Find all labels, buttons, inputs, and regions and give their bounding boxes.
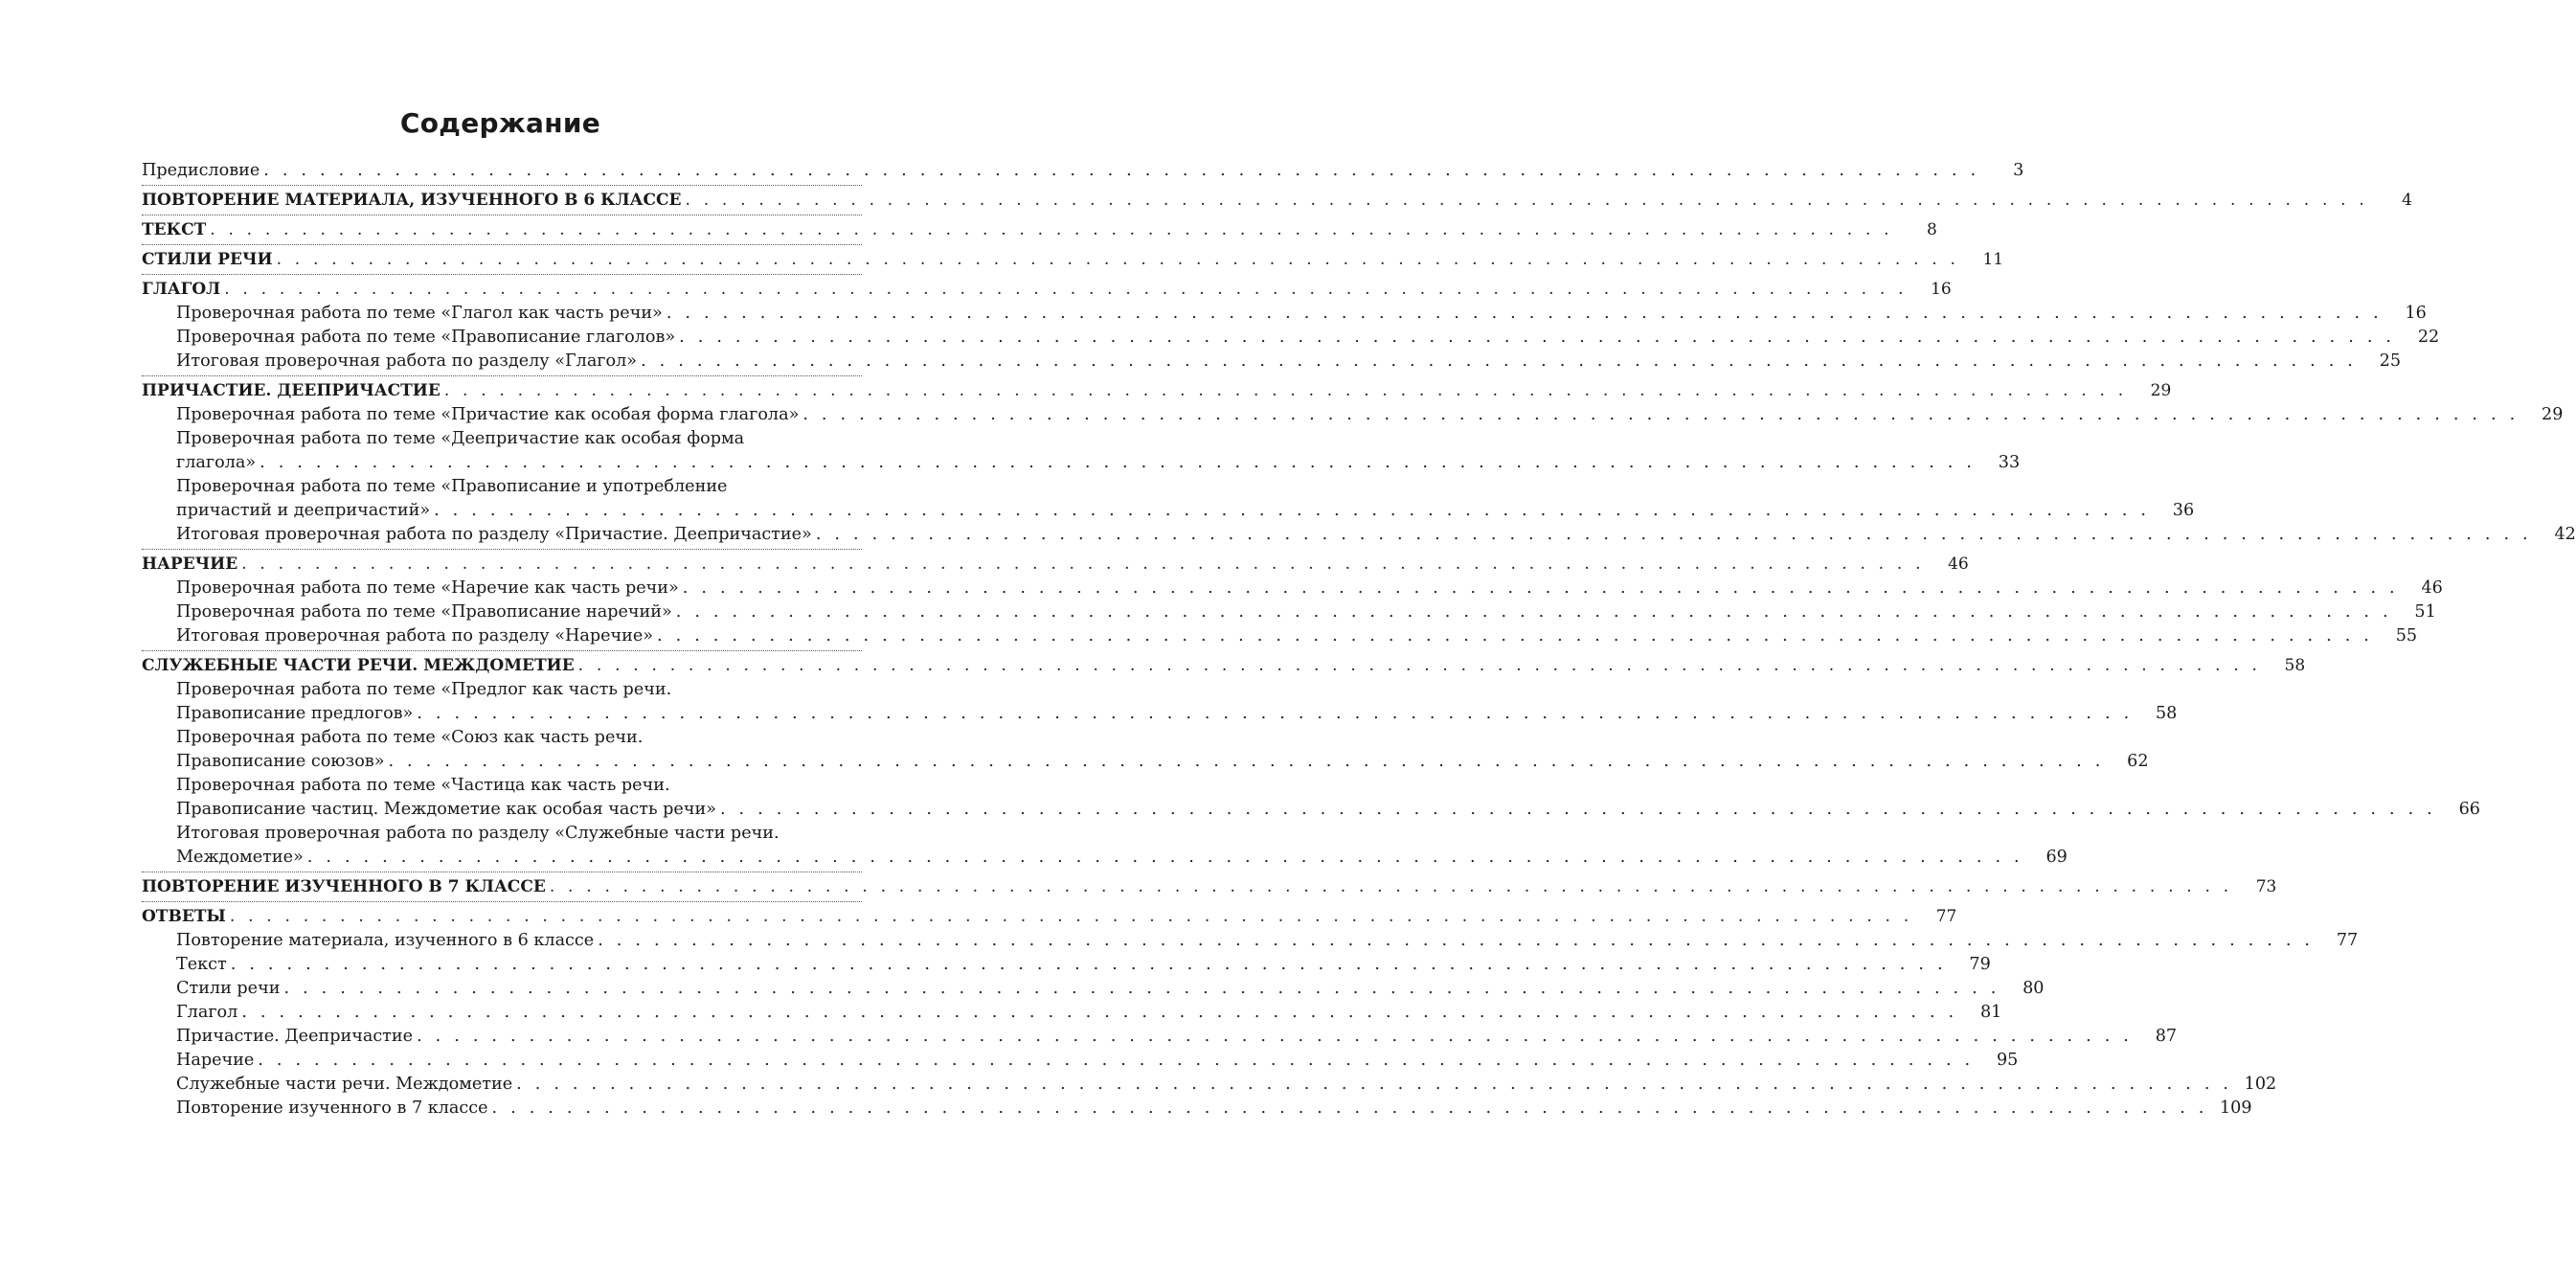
toc-entry[interactable] — [142, 953, 1991, 977]
toc-section[interactable] — [142, 218, 1937, 242]
toc-page-number: 33 — [1998, 453, 2021, 472]
toc-entry-title: Наречие — [176, 1051, 255, 1070]
table-of-contents — [142, 159, 2576, 1121]
toc-entry-title: ОТВЕТЫ — [142, 907, 226, 926]
toc-entry-title: Итоговая проверочная работа по разделу «Глагол» — [176, 351, 638, 371]
dot-leader: . . . . . . . . . . . . . . . . . . . . . . . . . . . . . . . . . . . . . . . . . . . . . . . . . . . . . . . . . . . . . . . . . . . . . . . . . . . . . . . . . . . . . . . . . . . . — [230, 955, 1947, 974]
toc-entry[interactable] — [142, 678, 2178, 726]
dot-leader: . . . . . . . . . . . . . . . . . . . . . . . . . . . . . . . . . . . . . . . . . . . . . . . . . . . . . . . . . . . . . . . . . . . . . . . . . . . . . . . . . . . . . . . . . . . . — [210, 220, 1893, 239]
toc-entry-title: ПОВТОРЕНИЕ ИЗУЧЕННОГО В 7 КЛАССЕ — [142, 877, 546, 896]
section-separator — [142, 274, 862, 275]
dot-leader: . . . . . . . . . . . . . . . . . . . . . . . . . . . . . . . . . . . . . . . . . . . . . . . . . . . . . . . . . . . . . . . . . . . . . . . . . . . . . . . . . . . . . . . . . . . . — [682, 578, 2399, 598]
toc-section[interactable] — [142, 379, 2172, 403]
toc-page-number: 62 — [2127, 752, 2149, 771]
toc-entry[interactable] — [142, 350, 2402, 374]
toc-page-number: 4 — [2402, 191, 2412, 210]
toc-entry-title: Правописание частиц. Междометие как особая часть речи» — [176, 800, 716, 819]
toc-entry[interactable] — [142, 977, 2045, 1001]
dot-leader: . . . . . . . . . . . . . . . . . . . . . . . . . . . . . . . . . . . . . . . . . . . . . . . . . . . . . . . . . . . . . . . . . . . . . . . . . . . . . . . . . . . . . . . . . . . . — [516, 1075, 2233, 1094]
toc-entry[interactable] — [142, 1073, 2277, 1097]
toc-entry-title: Проверочная работа по теме «Наречие как часть речи» — [176, 578, 679, 598]
toc-entry-title: Текст — [176, 955, 227, 974]
toc-entry[interactable] — [142, 326, 2440, 350]
dot-leader: . . . . . . . . . . . . . . . . . . . . . . . . . . . . . . . . . . . . . . . . . . . . . . . . . . . . . . . . . . . . . . . . . . . . . . . . . . . . . . . . . . . . . . . . . . . . — [229, 907, 1913, 926]
toc-section[interactable] — [142, 248, 2004, 272]
section-separator — [142, 185, 862, 186]
dot-leader: . . . . . . . . . . . . . . . . . . . . . . . . . . . . . . . . . . . . . . . . . . . . . . . . . . . . . . . . . . . . . . . . . . . . . . . . . . . . . . . . . . . . . . . . . . . . — [719, 800, 2436, 819]
toc-page-number: 55 — [2395, 626, 2418, 645]
toc-entry-title-first-line: Проверочная работа по теме «Частица как часть речи. — [176, 776, 670, 795]
toc-entry[interactable] — [142, 302, 2427, 326]
toc-entry-title: Повторение изученного в 7 классе — [176, 1098, 488, 1118]
section-separator — [142, 901, 862, 902]
page-title: Содержание — [399, 107, 601, 139]
toc-entry[interactable] — [142, 403, 2564, 427]
section-separator — [142, 549, 862, 550]
toc-page-number: 46 — [1948, 555, 1969, 574]
dot-leader: . . . . . . . . . . . . . . . . . . . . . . . . . . . . . . . . . . . . . . . . . . . . . . . . . . . . . . . . . . . . . . . . . . . . . . . . . . . . . . . . . . . . . . . . . . . . — [491, 1098, 2208, 1118]
dot-leader: . . . . . . . . . . . . . . . . . . . . . . . . . . . . . . . . . . . . . . . . . . . . . . . . . . . . . . . . . . . . . . . . . . . . . . . . . . . . . . . . . . . . . . . . . . . . — [443, 381, 2128, 400]
toc-page-number: 51 — [2414, 602, 2436, 622]
toc-page-number: 42 — [2554, 525, 2576, 544]
toc-entry-title-first-line: Проверочная работа по теме «Предлог как часть речи. — [176, 680, 672, 699]
section-separator — [142, 650, 862, 651]
toc-entry-title: Глагол — [176, 1003, 238, 1022]
toc-page-number: 73 — [2255, 877, 2277, 896]
toc-entry-title: СТИЛИ РЕЧИ — [142, 250, 273, 269]
toc-entry-title: ГЛАГОЛ — [142, 280, 221, 299]
dot-leader: . . . . . . . . . . . . . . . . . . . . . . . . . . . . . . . . . . . . . . . . . . . . . . . . . . . . . . . . . . . . . . . . . . . . . . . . . . . . . . . . . . . . . . . . . . . . — [641, 351, 2358, 371]
dot-leader: . . . . . . . . . . . . . . . . . . . . . . . . . . . . . . . . . . . . . . . . . . . . . . . . . . . . . . . . . . . . . . . . . . . . . . . . . . . . . . . . . . . . . . . . . . . . — [577, 656, 2262, 675]
toc-page-number: 102 — [2244, 1075, 2277, 1094]
toc-page-number: 25 — [2379, 351, 2402, 371]
dot-leader: . . . . . . . . . . . . . . . . . . . . . . . . . . . . . . . . . . . . . . . . . . . . . . . . . . . . . . . . . . . . . . . . . . . . . . . . . . . . . . . . . . . . . . . . . . . . — [675, 602, 2392, 622]
toc-entry-title: Проверочная работа по теме «Причастие как особая форма глагола» — [176, 405, 800, 424]
toc-entry[interactable] — [142, 577, 2443, 600]
toc-entry[interactable] — [142, 774, 2480, 822]
toc-page-number: 80 — [2022, 979, 2045, 998]
toc-entry[interactable] — [142, 159, 2024, 183]
section-separator — [142, 244, 862, 245]
dot-leader: . . . . . . . . . . . . . . . . . . . . . . . . . . . . . . . . . . . . . . . . . . . . . . . . . . . . . . . . . . . . . . . . . . . . . . . . . . . . . . . . . . . . . . . . . . . . — [260, 453, 1977, 472]
toc-page-number: 66 — [2458, 800, 2480, 819]
toc-entry-title: Междометие» — [176, 848, 304, 867]
toc-entry-title-first-line: Проверочная работа по теме «Союз как часть речи. — [176, 728, 644, 747]
toc-entry[interactable] — [142, 726, 2149, 774]
toc-entry[interactable] — [142, 523, 2576, 547]
toc-entry-title: ПРИЧАСТИЕ. ДЕЕПРИЧАСТИЕ — [142, 381, 441, 400]
toc-entry-title: Стили речи — [176, 979, 281, 998]
toc-entry-title: Причастие. Деепричастие — [176, 1027, 414, 1046]
toc-entry-title: Служебные части речи. Междометие — [176, 1075, 513, 1094]
toc-entry-title: Проверочная работа по теме «Правописание глаголов» — [176, 328, 676, 347]
toc-entry-title: ТЕКСТ — [142, 220, 207, 239]
toc-page-number: 95 — [1996, 1051, 2019, 1070]
toc-entry-title-first-line: Проверочная работа по теме «Правописание и употребление — [176, 477, 728, 496]
toc-entry-title: Проверочная работа по теме «Правописание наречий» — [176, 602, 672, 622]
toc-page-number: 29 — [2542, 405, 2564, 424]
section-separator — [142, 375, 862, 376]
dot-leader: . . . . . . . . . . . . . . . . . . . . . . . . . . . . . . . . . . . . . . . . . . . . . . . . . . . . . . . . . . . . . . . . . . . . . . . . . . . . . . . . . . . . . . . . . . . . — [417, 1027, 2134, 1046]
dot-leader: . . . . . . . . . . . . . . . . . . . . . . . . . . . . . . . . . . . . . . . . . . . . . . . . . . . . . . . . . . . . . . . . . . . . . . . . . . . . . . . . . . . . . . . . . . . . — [685, 191, 2368, 210]
toc-section[interactable] — [142, 654, 2306, 678]
dot-leader: . . . . . . . . . . . . . . . . . . . . . . . . . . . . . . . . . . . . . . . . . . . . . . . . . . . . . . . . . . . . . . . . . . . . . . . . . . . . . . . . . . . . . . . . . . . . — [417, 704, 2134, 723]
dot-leader: . . . . . . . . . . . . . . . . . . . . . . . . . . . . . . . . . . . . . . . . . . . . . . . . . . . . . . . . . . . . . . . . . . . . . . . . . . . . . . . . . . . . . . . . . . . . — [388, 752, 2105, 771]
toc-page-number: 8 — [1926, 220, 1937, 239]
toc-entry-title: причастий и деепричастий» — [176, 501, 431, 520]
toc-entry[interactable] — [142, 822, 2068, 870]
toc-entry-title-first-line: Итоговая проверочная работа по разделу «Служебные части речи. — [176, 824, 780, 843]
toc-page-number: 16 — [1931, 280, 1952, 299]
toc-entry-title: Повторение материала, изученного в 6 классе — [176, 931, 595, 950]
toc-page-number: 81 — [1979, 1003, 2002, 1022]
toc-page-number: 58 — [2284, 656, 2306, 675]
toc-entry-title: ПОВТОРЕНИЕ МАТЕРИАЛА, ИЗУЧЕННОГО В 6 КЛАССЕ — [142, 191, 682, 210]
toc-section[interactable] — [142, 189, 2412, 213]
dot-leader: . . . . . . . . . . . . . . . . . . . . . . . . . . . . . . . . . . . . . . . . . . . . . . . . . . . . . . . . . . . . . . . . . . . . . . . . . . . . . . . . . . . . . . . . . . . . — [258, 1051, 1975, 1070]
toc-entry-title: СЛУЖЕБНЫЕ ЧАСТИ РЕЧИ. МЕЖДОМЕТИЕ — [142, 656, 575, 675]
toc-page-number: 46 — [2421, 578, 2443, 598]
toc-entry[interactable] — [142, 1001, 2002, 1025]
toc-section[interactable] — [142, 553, 1969, 577]
dot-leader: . . . . . . . . . . . . . . . . . . . . . . . . . . . . . . . . . . . . . . . . . . . . . . . . . . . . . . . . . . . . . . . . . . . . . . . . . . . . . . . . . . . . . . . . . . . . — [263, 161, 1980, 180]
dot-leader: . . . . . . . . . . . . . . . . . . . . . . . . . . . . . . . . . . . . . . . . . . . . . . . . . . . . . . . . . . . . . . . . . . . . . . . . . . . . . . . . . . . . . . . . . . . . — [598, 931, 2315, 950]
toc-page-number: 69 — [2045, 848, 2068, 867]
toc-entry[interactable] — [142, 1049, 2019, 1073]
toc-entry[interactable] — [142, 624, 2418, 648]
toc-entry-title: Итоговая проверочная работа по разделу «Наречие» — [176, 626, 654, 645]
toc-page-number: 109 — [2219, 1098, 2252, 1118]
dot-leader: . . . . . . . . . . . . . . . . . . . . . . . . . . . . . . . . . . . . . . . . . . . . . . . . . . . . . . . . . . . . . . . . . . . . . . . . . . . . . . . . . . . . . . . . . . . . — [434, 501, 2151, 520]
toc-page-number: 87 — [2155, 1027, 2178, 1046]
dot-leader: . . . . . . . . . . . . . . . . . . . . . . . . . . . . . . . . . . . . . . . . . . . . . . . . . . . . . . . . . . . . . . . . . . . . . . . . . . . . . . . . . . . . . . . . . . . . — [306, 848, 2023, 867]
toc-section[interactable] — [142, 278, 1952, 302]
toc-entry-title: НАРЕЧИЕ — [142, 555, 238, 574]
toc-page-number: 11 — [1982, 250, 2004, 269]
toc-entry-title: Проверочная работа по теме «Глагол как часть речи» — [176, 304, 663, 323]
toc-entry[interactable] — [142, 1025, 2178, 1049]
toc-page-number: 3 — [2013, 161, 2024, 180]
toc-section[interactable] — [142, 875, 2277, 899]
dot-leader: . . . . . . . . . . . . . . . . . . . . . . . . . . . . . . . . . . . . . . . . . . . . . . . . . . . . . . . . . . . . . . . . . . . . . . . . . . . . . . . . . . . . . . . . . . . . — [679, 328, 2396, 347]
dot-leader: . . . . . . . . . . . . . . . . . . . . . . . . . . . . . . . . . . . . . . . . . . . . . . . . . . . . . . . . . . . . . . . . . . . . . . . . . . . . . . . . . . . . . . . . . . . . — [657, 626, 2374, 645]
toc-entry-title: глагола» — [176, 453, 257, 472]
toc-entry[interactable] — [142, 929, 2359, 953]
toc-entry[interactable] — [142, 475, 2195, 523]
toc-entry[interactable] — [142, 427, 2021, 475]
toc-page-number: 22 — [2417, 328, 2440, 347]
toc-page-number: 77 — [2336, 931, 2359, 950]
toc-entry[interactable] — [142, 1097, 2252, 1121]
toc-entry[interactable] — [142, 600, 2436, 624]
toc-entry-title: Правописание предлогов» — [176, 704, 414, 723]
toc-section[interactable] — [142, 905, 1957, 929]
toc-entry-title: Итоговая проверочная работа по разделу «Причастие. Деепричастие» — [176, 525, 812, 544]
toc-page-number: 29 — [2150, 381, 2172, 400]
toc-entry-title-first-line: Проверочная работа по теме «Деепричастие как особая форма — [176, 429, 745, 448]
dot-leader: . . . . . . . . . . . . . . . . . . . . . . . . . . . . . . . . . . . . . . . . . . . . . . . . . . . . . . . . . . . . . . . . . . . . . . . . . . . . . . . . . . . . . . . . . . . . — [276, 250, 1960, 269]
toc-page-number: 77 — [1935, 907, 1957, 926]
toc-page-number: 16 — [2405, 304, 2427, 323]
toc-entry-title: Правописание союзов» — [176, 752, 385, 771]
dot-leader: . . . . . . . . . . . . . . . . . . . . . . . . . . . . . . . . . . . . . . . . . . . . . . . . . . . . . . . . . . . . . . . . . . . . . . . . . . . . . . . . . . . . . . . . . . . . — [802, 405, 2520, 424]
toc-page-number: 58 — [2155, 704, 2178, 723]
dot-leader: . . . . . . . . . . . . . . . . . . . . . . . . . . . . . . . . . . . . . . . . . . . . . . . . . . . . . . . . . . . . . . . . . . . . . . . . . . . . . . . . . . . . . . . . . . . . — [815, 525, 2532, 544]
dot-leader: . . . . . . . . . . . . . . . . . . . . . . . . . . . . . . . . . . . . . . . . . . . . . . . . . . . . . . . . . . . . . . . . . . . . . . . . . . . . . . . . . . . . . . . . . . . . — [224, 280, 1908, 299]
dot-leader: . . . . . . . . . . . . . . . . . . . . . . . . . . . . . . . . . . . . . . . . . . . . . . . . . . . . . . . . . . . . . . . . . . . . . . . . . . . . . . . . . . . . . . . . . . . . — [549, 877, 2233, 896]
dot-leader: . . . . . . . . . . . . . . . . . . . . . . . . . . . . . . . . . . . . . . . . . . . . . . . . . . . . . . . . . . . . . . . . . . . . . . . . . . . . . . . . . . . . . . . . . . . . — [283, 979, 2000, 998]
dot-leader: . . . . . . . . . . . . . . . . . . . . . . . . . . . . . . . . . . . . . . . . . . . . . . . . . . . . . . . . . . . . . . . . . . . . . . . . . . . . . . . . . . . . . . . . . . . . — [241, 555, 1925, 574]
dot-leader: . . . . . . . . . . . . . . . . . . . . . . . . . . . . . . . . . . . . . . . . . . . . . . . . . . . . . . . . . . . . . . . . . . . . . . . . . . . . . . . . . . . . . . . . . . . . — [666, 304, 2383, 323]
toc-entry-title: Предисловие — [142, 161, 260, 180]
toc-page-number: 79 — [1969, 955, 1991, 974]
toc-page-number: 36 — [2172, 501, 2195, 520]
dot-leader: . . . . . . . . . . . . . . . . . . . . . . . . . . . . . . . . . . . . . . . . . . . . . . . . . . . . . . . . . . . . . . . . . . . . . . . . . . . . . . . . . . . . . . . . . . . . — [241, 1003, 1958, 1022]
